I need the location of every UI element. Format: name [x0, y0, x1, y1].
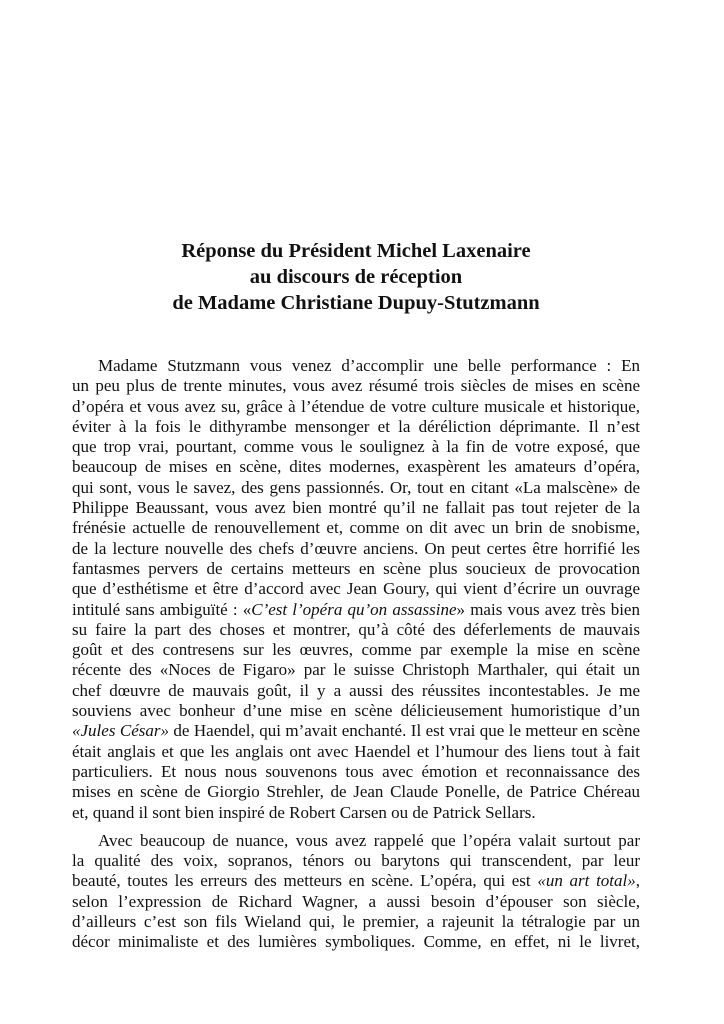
text-line: était anglais et que les anglais ont avec Haendel et l’humour des liens tout à fait — [72, 741, 640, 761]
text-line: de la lecture nouvelle des chefs d’œuvre anciens. On peut certes être horrifié les — [72, 538, 640, 558]
document-page — [72, 238, 640, 953]
text-line: un peu plus de trente minutes, vous avez résumé trois siècles de mises en scène — [72, 376, 640, 396]
text-line: d’ailleurs c’est son fils Wieland qui, le premier, a rajeunit la tétralogie par un — [72, 912, 640, 932]
body-paragraph-1 — [72, 356, 640, 823]
page-title — [72, 238, 640, 316]
book-title: C’est l’opéra qu’on assassine — [251, 599, 457, 619]
text-run: » mais vous avez très bien — [456, 599, 640, 619]
title-line-1: Réponse du Président Michel Laxenaire — [181, 240, 531, 262]
opera-title: «Jules César» — [72, 721, 169, 741]
text-run: , — [635, 871, 640, 891]
text-line: selon l’expression de Richard Wagner, a aussi besoin d’épouser son siècle, — [72, 891, 640, 911]
text-line: souviens avec bonheur d’une mise en scène délicieusement humoristique d’un — [72, 701, 640, 721]
title-line-3: de Madame Christiane Dupuy-Stutzmann — [172, 292, 540, 314]
text-line — [72, 600, 640, 620]
text-line: goût et des contresens sur les œuvres, comme par exemple la mise en scène — [72, 640, 640, 660]
text-run: intitulé sans ambiguïté : « — [72, 599, 252, 619]
quote-italic: «un art total» — [537, 871, 636, 891]
text-line: décor minimaliste et des lumières symboliques. Comme, en effet, ni le livret, — [72, 932, 640, 952]
text-run: de Haendel, qui m’avait enchanté. Il est vrai que le metteur en scène — [168, 721, 641, 741]
text-line: la qualité des voix, sopranos, ténors ou barytons qui transcendent, par leur — [72, 851, 640, 871]
text-line: fantasmes pervers de certains metteurs en scène plus soucieux de provocation — [72, 558, 640, 578]
text-line: particuliers. Et nous nous souvenons tous avec émotion et reconnaissance des — [72, 761, 640, 781]
text-line: que d’esthétisme et être d’accord avec Jean Goury, qui vient d’écrire un ouvrage — [72, 579, 640, 599]
text-run: beauté, toutes les erreurs des metteurs en scène. L’opéra, qui est — [72, 871, 538, 891]
text-line: Philippe Beaussant, vous avez bien montré qu’il ne fallait pas tout rejeter de la — [72, 498, 640, 518]
text-line: récente des «Noces de Figaro» par le suisse Christoph Marthaler, qui était un — [72, 660, 640, 680]
body-paragraph-2 — [72, 831, 640, 953]
text-line — [72, 721, 640, 741]
text-line: Avec beaucoup de nuance, vous avez rappelé que l’opéra valait surtout par — [98, 830, 640, 850]
text-line: éviter à la fois le dithyrambe mensonger et la déréliction déprimante. Il n’est — [72, 416, 640, 436]
text-line: frénésie actuelle de renouvellement et, comme on dit avec un brin de snobisme, — [72, 518, 640, 538]
text-line: mises en scène de Giorgio Strehler, de Jean Claude Ponelle, de Patrice Chéreau — [72, 782, 640, 802]
text-line: et, quand il sont bien inspiré de Robert Carsen ou de Patrick Sellars. — [72, 802, 536, 822]
text-line: qui sont, vous le savez, des gens passionnés. Or, tout en citant «La malscène» de — [72, 477, 640, 497]
text-line: su faire la part des choses et montrer, qu’à côté des déferlements de mauvais — [72, 619, 640, 639]
text-line: d’opéra et vous avez su, grâce à l’étendue de votre culture musicale et historique, — [72, 396, 640, 416]
text-line: Madame Stutzmann vous venez d’accomplir une belle performance : En — [98, 356, 640, 375]
text-line: que trop vrai, pourtant, comme vous le soulignez à la fin de votre exposé, que — [72, 437, 640, 457]
text-line: beaucoup de mises en scène, dites modernes, exaspèrent les amateurs d’opéra, — [72, 457, 640, 477]
text-line — [72, 871, 640, 891]
title-line-2: au discours de réception — [249, 266, 463, 288]
text-line: chef dœuvre de mauvais goût, il y a aussi des réussites incontestables. Je me — [72, 680, 640, 700]
